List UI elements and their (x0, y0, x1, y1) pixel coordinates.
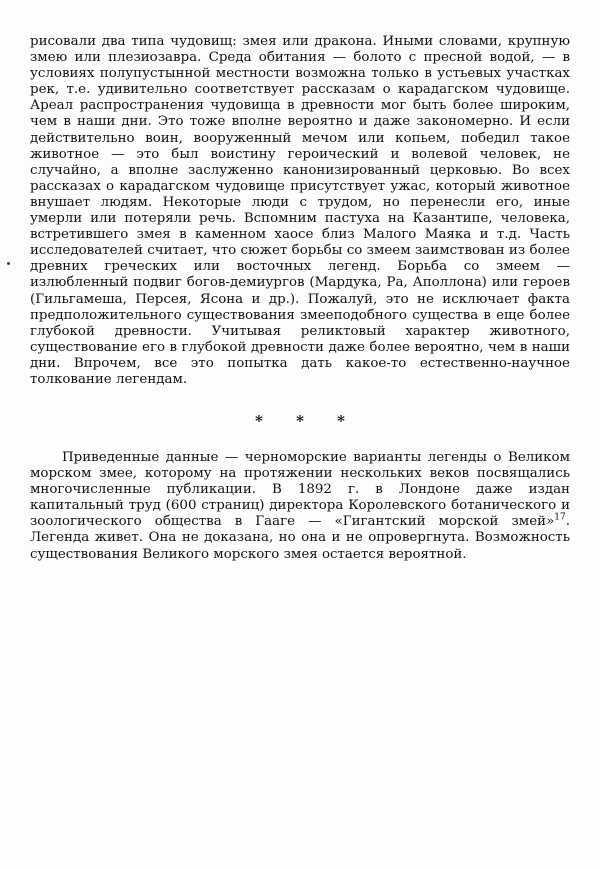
paragraph-text-after-footnote: . Легенда живет. Она не доказана, но она и не опровергнута. Возможность существования Великого морского змея остается вероятной. (30, 514, 570, 562)
paragraph-karadag-monster: рисовали два типа чудовищ: змея или дракона. Иными словами, крупную змею или плезиозавра. Среда обитания — болото с пресной водой, — в условиях полупустынной местности возможна только в устьевых участках рек, т.е. удивительно соответствует рассказам о карадагском чудовище. Ареал распространения чудовища в древности мог быть более широким, чем в наши дни. Это тоже вполне вероятно и даже закономерно. И если действительно воин, вооруженный мечом или копьем, победил такое животное — это был воистину героический и волевой человек, не случайно, а вполне заслуженно канонизированный церковью. Во всех рассказах о карадагском чудовище присутствует ужас, который животное внушает людям. Некоторые люди с трудом, но перенесли его, иные умерли или потеряли речь. Вспомним пастуха на Казантипе, человека, встретившего змея в каменном хаосе близ Малого Маяка и т.д. Часть исследователей считает, что сюжет борьбы со змеем заимствован из более древних греческих или восточных легенд. Борьба со змеем — излюбленный подвиг богов-демиургов (Мардука, Ра, Аполлона) или героев (Гильгамеша, Персея, Ясона и др.). Пожалуй, это не исключает факта предположительного существования змееподобного существа в еще более глубокой древности. Учитывая реликтовый характер животного, существование его в глубокой древности даже более вероятно, чем в наши дни. Впрочем, все это попытка дать какое-то естественно-научное толкование легендам. (30, 34, 570, 387)
margin-mark (7, 262, 10, 265)
paragraph-great-sea-serpent (30, 450, 570, 563)
paragraph-text-before-footnote: Приведенные данные — черноморские варианты легенды о Великом морском змее, которому на протяжении нескольких веков посвящались многочисленные публикации. В 1892 г. в Лондоне даже издан капитальный труд (600 страниц) директора Королевского ботанического и зоологического общества в Гааге — «Гигантский морской змей» (30, 450, 570, 530)
footnote-ref[interactable]: 17 (554, 512, 566, 523)
section-separator: * * * (255, 412, 359, 430)
